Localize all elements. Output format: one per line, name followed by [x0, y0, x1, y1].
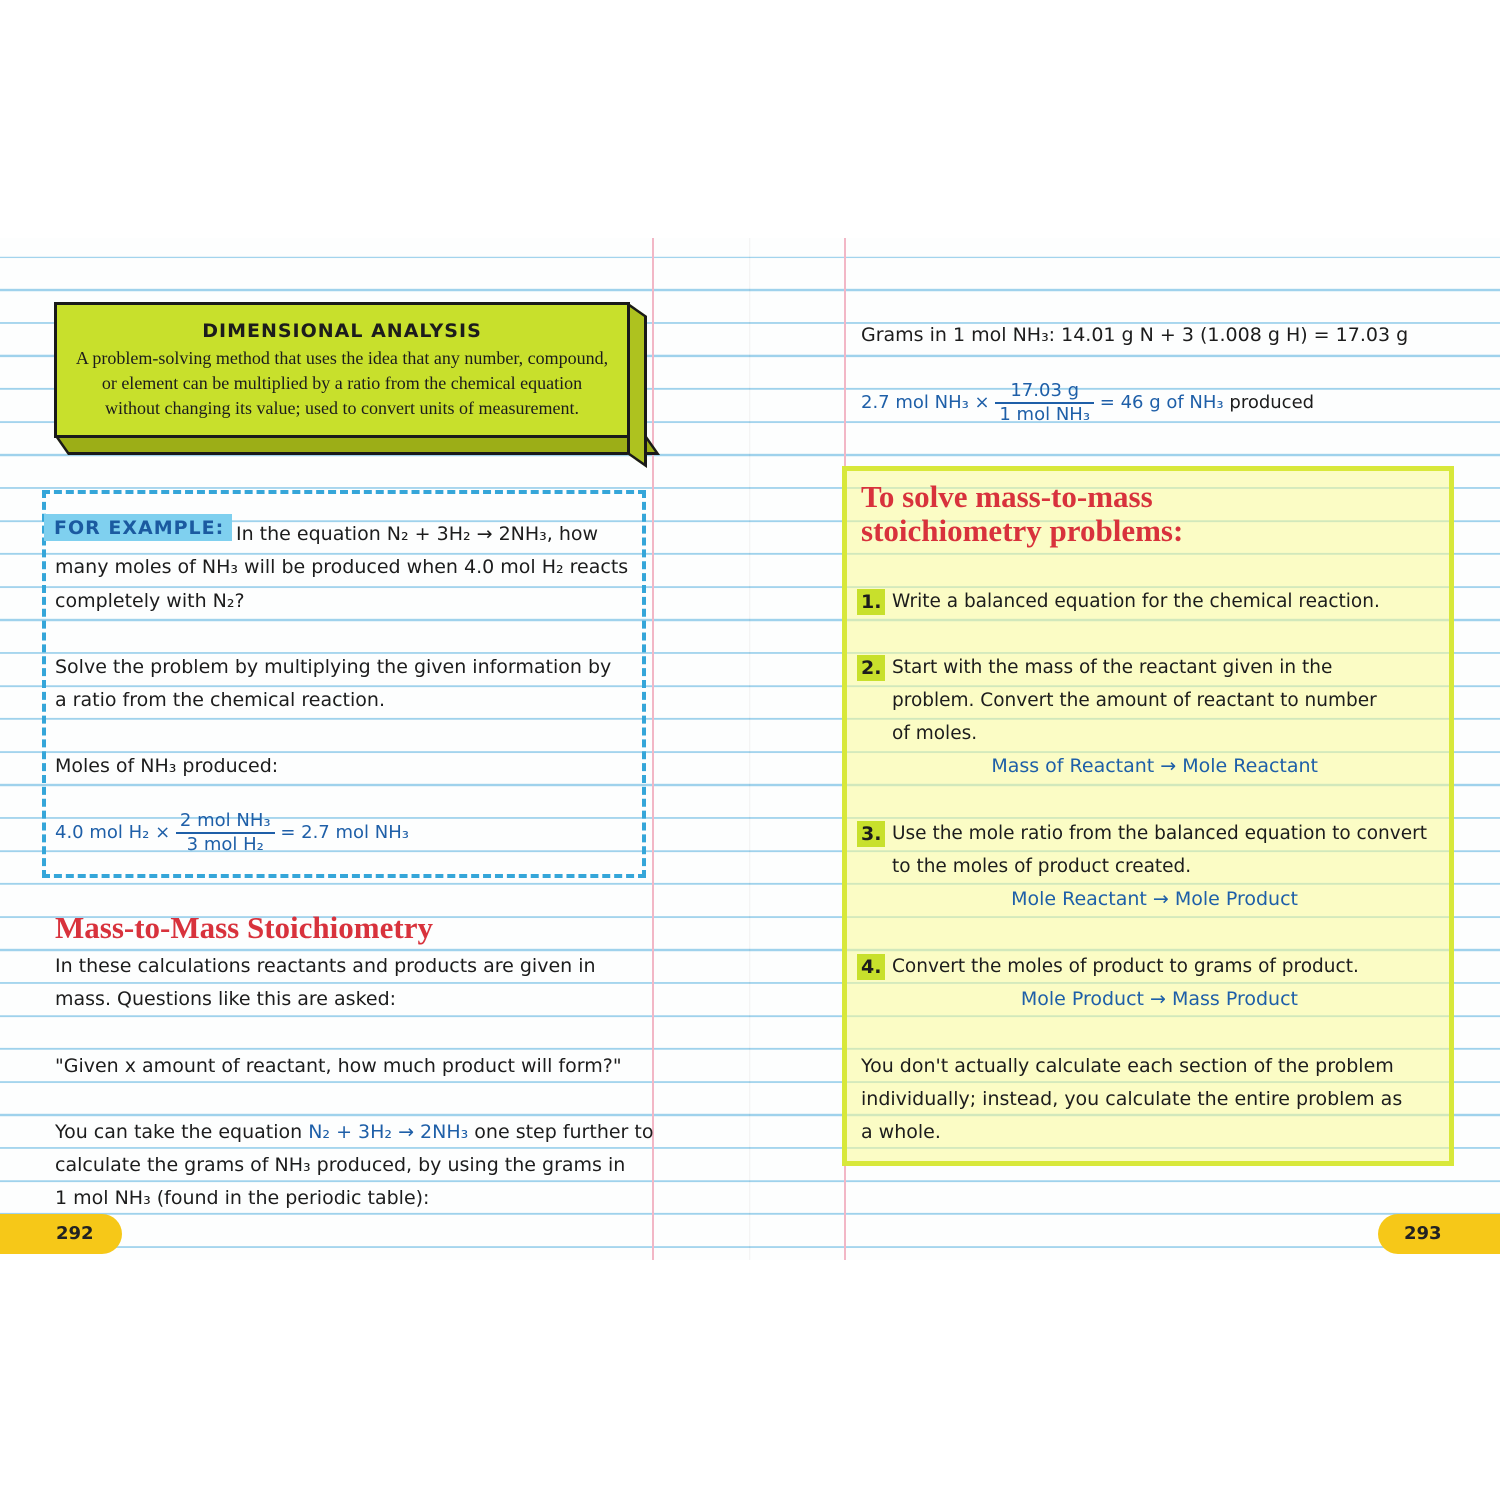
step-text-line: Convert the moles of product to grams of product. [892, 956, 1359, 977]
calc-fraction [995, 380, 1094, 426]
calc-numerator: 17.03 g [995, 380, 1094, 404]
step-number: 3. [857, 821, 885, 847]
step-text-line: of moles. [892, 723, 978, 744]
mass-paragraph-3 [55, 1116, 653, 1149]
example-question-3: completely with N₂? [55, 590, 245, 612]
steps-title-line: To solve mass-to-mass [861, 479, 1153, 514]
example-label: FOR EXAMPLE: [44, 514, 232, 541]
definition-line: A problem-solving method that uses the idea that any number, compound, [75, 348, 609, 368]
definition-text [57, 346, 627, 421]
step-text-line: problem. Convert the amount of reactant to number [892, 690, 1377, 711]
step-number: 1. [857, 589, 885, 615]
step-text-line: Write a balanced equation for the chemical reaction. [892, 591, 1380, 612]
steps-note-3: a whole. [861, 1121, 941, 1143]
step-flow: Mole Product → Mass Product [1020, 988, 1298, 1010]
calc-left: 2.7 mol NH₃ × [861, 392, 990, 413]
grams-calculation [861, 380, 1314, 426]
steps-title-line: stoichiometry problems: [861, 513, 1184, 548]
example-equation [55, 810, 409, 856]
mass-paragraph-5: 1 mol NH₃ (found in the periodic table): [55, 1187, 430, 1209]
equation-left: 4.0 mol H₂ × [55, 822, 171, 843]
mass-paragraph-4: calculate the grams of NH₃ produced, by using the grams in [55, 1154, 626, 1176]
mass-paragraph-1: In these calculations reactants and products are given in [55, 955, 596, 977]
example-question-2: many moles of NH₃ will be produced when 4.0 mol H₂ reacts [55, 556, 629, 578]
mass-quote: "Given x amount of reactant, how much product will form?" [55, 1055, 622, 1077]
step-text-line: Start with the mass of the reactant given in the [892, 657, 1333, 678]
steps-note-2: individually; instead, you calculate the entire problem as [861, 1088, 1403, 1110]
book-gutter [749, 238, 751, 1260]
mass-p3-equation: N₂ + 3H₂ → 2NH₃ [308, 1121, 469, 1143]
page-number-right: 293 [1378, 1214, 1500, 1254]
definition-box-side [627, 302, 647, 468]
definition-title: DIMENSIONAL ANALYSIS [202, 320, 482, 342]
step-text-line: to the moles of product created. [892, 856, 1192, 877]
definition-line: without changing its value; used to convert units of measurement. [105, 398, 579, 418]
step-number: 2. [857, 655, 885, 681]
example-question-1: In the equation N₂ + 3H₂ → 2NH₃, how [236, 523, 599, 545]
step-text-line: Use the mole ratio from the balanced equation to convert [892, 823, 1427, 844]
step-flow: Mass of Reactant → Mole Reactant [991, 755, 1318, 777]
left-margin-line [652, 238, 654, 1260]
moles-label: Moles of NH₃ produced: [55, 755, 279, 777]
equation-right: = 2.7 mol NH₃ [280, 822, 409, 843]
mass-paragraph-2: mass. Questions like this are asked: [55, 988, 397, 1010]
steps-title [861, 480, 1183, 548]
example-solve-1: Solve the problem by multiplying the given information by [55, 656, 612, 678]
calc-right: = 46 g of NH₃ [1099, 392, 1224, 413]
mass-section-title: Mass-to-Mass Stoichiometry [55, 910, 433, 945]
definition-box-bottom [54, 435, 660, 455]
page-number-left: 292 [0, 1214, 122, 1254]
grams-line: Grams in 1 mol NH₃: 14.01 g N + 3 (1.008 g H) = 17.03 g [861, 324, 1409, 346]
step-flow: Mole Reactant → Mole Product [1011, 888, 1298, 910]
example-solve-2: a ratio from the chemical reaction. [55, 689, 385, 711]
mass-p3-end: one step further to [474, 1121, 654, 1143]
calc-denominator: 1 mol NH₃ [999, 404, 1091, 425]
fraction-denominator: 3 mol H₂ [186, 834, 264, 855]
fraction-numerator: 2 mol NH₃ [176, 810, 275, 834]
definition-line: or element can be multiplied by a ratio from the chemical equation [101, 373, 583, 393]
calc-end: produced [1229, 392, 1315, 413]
equation-fraction [176, 810, 275, 856]
steps-note-1: You don't actually calculate each section of the problem [861, 1055, 1394, 1077]
step-number: 4. [857, 954, 885, 980]
mass-p3-start: You can take the equation [55, 1121, 303, 1143]
definition-box [54, 302, 630, 438]
